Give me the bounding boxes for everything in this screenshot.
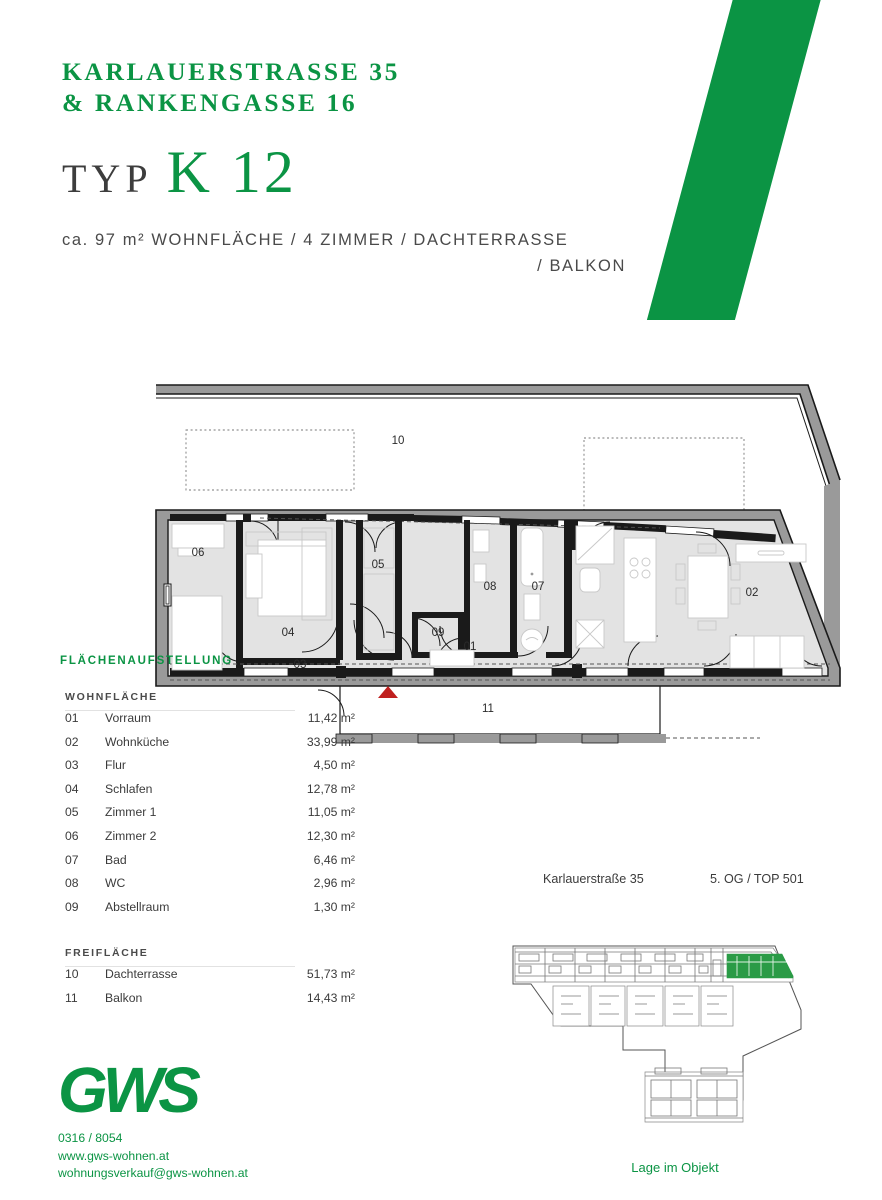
area-row-name: Vorraum	[105, 711, 152, 725]
page-header	[62, 56, 702, 279]
area-row-number: 11	[65, 990, 78, 1005]
area-row-number: 10	[65, 967, 79, 982]
area-schedule	[60, 655, 360, 1015]
apartment-type-row	[62, 138, 702, 207]
area-row	[60, 991, 360, 1015]
area-row-value: 4,50 m²	[313, 758, 355, 773]
area-row-number: 03	[65, 758, 79, 773]
area-row-number: 02	[65, 734, 79, 749]
site-plan-caption: Lage im Objekt	[631, 1160, 719, 1175]
area-row	[60, 900, 360, 924]
area-section-freiflaeche	[60, 947, 360, 1014]
section-heading: FREIFLÄCHE	[65, 947, 149, 960]
room-number-05: 05	[371, 559, 385, 571]
section-heading: WOHNFLÄCHE	[65, 691, 158, 703]
area-row-name: Zimmer 1	[105, 805, 157, 820]
area-row-value: 11,05 m²	[307, 805, 355, 820]
site-plan	[505, 872, 845, 1192]
area-row-name: Bad	[105, 852, 127, 867]
area-row-value: 33,99 m²	[306, 734, 355, 749]
area-row-number: 05	[65, 805, 79, 820]
area-row-value: 14,43 m²	[306, 990, 355, 1005]
contact-details	[58, 1130, 358, 1183]
area-row	[60, 853, 360, 877]
area-row-number: 07	[65, 852, 79, 867]
area-row	[60, 805, 360, 829]
area-row-name: Schlafen	[105, 781, 153, 796]
type-code: K 12	[166, 139, 297, 205]
site-plan-address: Karlauerstraße 35	[543, 872, 644, 886]
room-number-10: 10	[391, 435, 405, 447]
area-row-value: 51,73 m²	[306, 967, 355, 982]
brand-block	[58, 1056, 358, 1183]
site-plan-labels	[505, 872, 845, 892]
area-row	[60, 735, 360, 759]
address-line-2: & RANKENGASSE 16	[62, 88, 358, 117]
area-row-number: 08	[65, 876, 79, 891]
summary-line-2: / BALKON	[537, 257, 626, 275]
type-label: TYP	[62, 156, 153, 201]
room-number-08: 08	[483, 581, 497, 593]
area-row-value: 11,42 m²	[307, 711, 355, 725]
area-row-name: Balkon	[105, 990, 143, 1005]
area-row-value: 1,30 m²	[313, 899, 355, 914]
area-row-number: 06	[65, 828, 79, 843]
area-row-name: Flur	[105, 758, 126, 773]
site-plan-floor-top: 5. OG / TOP 501	[710, 872, 804, 886]
site-plan-drawing	[505, 904, 845, 1154]
room-number-07: 07	[531, 581, 545, 593]
area-row-number: 01	[65, 711, 79, 725]
area-row-value: 6,46 m²	[313, 852, 355, 867]
apartment-summary	[62, 227, 662, 279]
room-number-11: 11	[482, 703, 494, 715]
entrance-arrow-icon	[378, 686, 398, 698]
area-row-value: 12,30 m²	[306, 828, 355, 843]
corner-accent-stripe	[700, 0, 882, 305]
area-row-name: Dachterrasse	[105, 967, 178, 982]
email-link[interactable]: wohnungsverkauf@gws-wohnen.at	[58, 1166, 248, 1180]
area-row-number: 04	[65, 781, 79, 796]
room-number-03: 03	[293, 659, 307, 671]
website-link[interactable]: www.gws-wohnen.at	[58, 1148, 170, 1163]
area-row	[60, 782, 360, 806]
area-row	[60, 876, 360, 900]
area-row-value: 12,78 m²	[306, 781, 355, 796]
area-schedule-title: FLÄCHENAUFSTELLUNG	[60, 655, 233, 667]
area-row-number: 09	[65, 899, 79, 914]
area-row	[60, 758, 360, 782]
room-number-06: 06	[191, 547, 205, 559]
area-row-name: Zimmer 2	[105, 828, 157, 843]
room-number-09: 09	[431, 627, 445, 639]
area-row	[60, 829, 360, 853]
area-row-value: 2,96 m²	[313, 876, 355, 891]
room-number-01: 01	[463, 641, 477, 653]
area-row	[60, 967, 360, 991]
area-row-name: WC	[105, 876, 126, 891]
room-number-04: 04	[281, 627, 295, 639]
area-row-name: Abstellraum	[105, 899, 170, 914]
room-number-02: 02	[745, 587, 759, 599]
phone-number: 0316 / 8054	[58, 1131, 123, 1145]
summary-line-1: ca. 97 m² WOHNFLÄCHE / 4 ZIMMER / DACHTERRASSE	[62, 231, 569, 249]
area-row	[60, 711, 360, 735]
area-section-wohnflaeche	[60, 691, 360, 923]
floor-plan-drawing	[140, 368, 860, 715]
area-row-name: Wohnküche	[105, 734, 170, 749]
address-line-1: KARLAUERSTRASSE 35	[62, 57, 400, 86]
gws-logo: GWS	[58, 1054, 196, 1126]
